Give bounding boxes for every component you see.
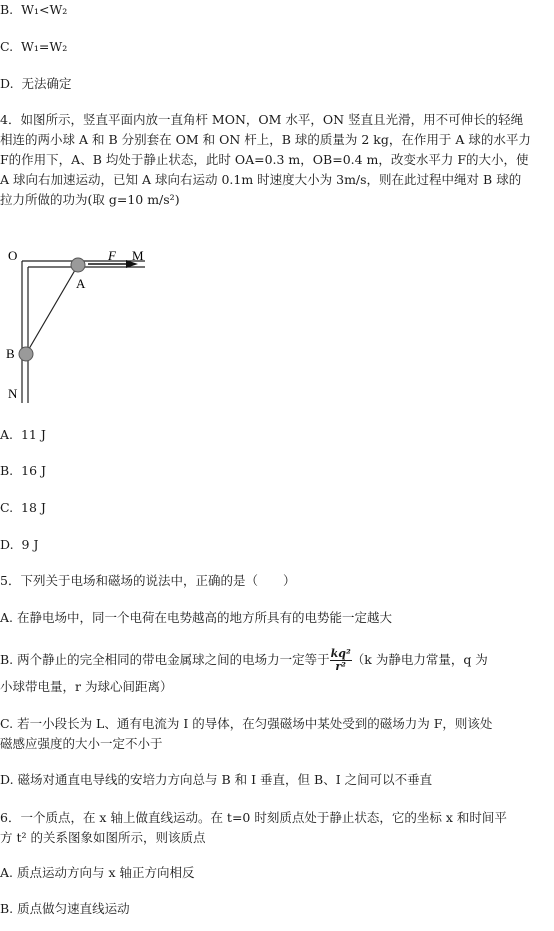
label-n: N: [8, 386, 18, 401]
q4-option-a: A. 11 J: [0, 427, 46, 442]
q6-option-b: B. 质点做匀速直线运动: [0, 901, 130, 916]
label-f: F: [108, 248, 116, 263]
q4-option-c: C. 18 J: [0, 500, 46, 515]
rope-ab: [26, 265, 78, 354]
q5-option-d: D. 磁场对通直电导线的安培力方向总与 B 和 I 垂直，但 B、I 之间可以不垂直: [0, 772, 433, 787]
label-m: M: [132, 248, 144, 263]
label-o: O: [8, 248, 18, 263]
ball-a: [71, 258, 85, 272]
label-b: B: [6, 346, 15, 361]
q5-option-b-line2: 小球带电量，r 为球心间距离）: [0, 679, 173, 694]
q5-option-c-line2: 磁感应强度的大小一定不小于: [0, 736, 163, 751]
q5-option-a: A. 在静电场中，同一个电荷在电势越高的地方所具有的电势能一定越大: [0, 610, 392, 625]
q5-option-b: B. 两个静止的完全相同的带电金属球之间的电场力一定等于 $\frac{\text{kq²}}{\text{r²}}$ （k 为静电力常量，q 为: [0, 647, 488, 673]
q5-fraction: $\frac{\text{kq²}}{\text{r²}}$: [330, 647, 351, 673]
q5-stem: 5．下列关于电场和磁场的说法中，正确的是（ ）: [0, 573, 296, 588]
q4-stem: [0, 110, 550, 210]
q4-figure-right-angle-rod: [0, 238, 170, 413]
q4-option-d: D. 9 J: [0, 537, 39, 552]
q4-stem-line: F的作用下，A、B 均处于静止状态，此时 OA=0.3 m，OB=0.4 m，改变水平力 F的大小，使: [0, 152, 529, 167]
q4-option-b: B. 16 J: [0, 463, 47, 478]
q5-option-c-line1: C. 若一小段长为 L、通有电流为 I 的导体，在匀强磁场中某处受到的磁场力为 F，则该处: [0, 716, 493, 731]
q3-option-c: C. W₁=W₂: [0, 39, 68, 54]
q6-stem-line1: 6．一个质点，在 x 轴上做直线运动。在 t=0 时刻质点处于静止状态，它的坐标 x 和时间平: [0, 810, 507, 825]
q6-stem-line2: 方 t² 的关系图象如图所示，则该质点: [0, 830, 206, 845]
ball-b: [19, 347, 33, 361]
q6-option-a: A. 质点运动方向与 x 轴正方向相反: [0, 865, 195, 880]
q4-stem-line: 4．如图所示，竖直平面内放一直角杆 MON，OM 水平，ON 竖直且光滑，用不可伸长的轻绳: [0, 112, 524, 127]
q4-stem-line: 相连的两小球 A 和 B 分别套在 OM 和 ON 杆上，B 球的质量为 2 kg，在作用于 A 球的水平力: [0, 132, 531, 147]
q4-stem-line: 拉力所做的功为(取 g=10 m/s²): [0, 192, 180, 207]
q3-option-d: D. 无法确定: [0, 76, 72, 91]
q4-stem-line: A 球向右加速运动，已知 A 球向右运动 0.1m 时速度大小为 3m/s，则在此过程中绳对 B 球的: [0, 172, 522, 187]
q3-option-b: B. W₁<W₂: [0, 2, 68, 17]
label-a: A: [76, 276, 86, 291]
